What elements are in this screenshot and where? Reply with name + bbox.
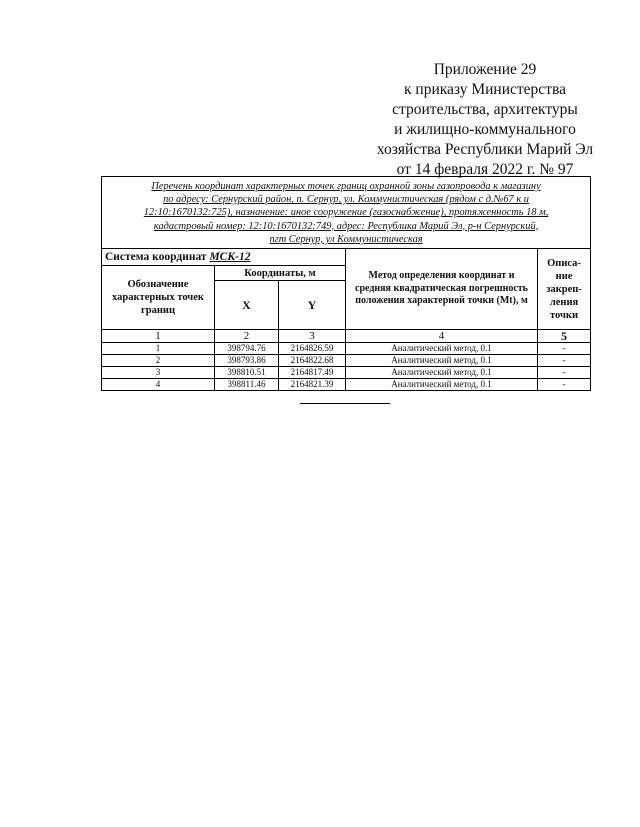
point-header: Обозначение характерных точек границ — [102, 266, 215, 330]
point-cell: 2 — [102, 355, 215, 367]
table-row — [102, 379, 591, 391]
method-header: Метод определения координат и средняя квадратическая погрешность положения характерной точки (Mt), м — [346, 249, 538, 330]
title-line: кадастровый номер: 12:10:1670132:749, адрес: Республика Марий Эл, р-н Сернурский, — [153, 220, 539, 232]
header-line: к приказу Министерства — [404, 81, 566, 98]
table-title — [102, 177, 591, 249]
x-cell: 398794.76 — [215, 343, 279, 355]
coordinates-table — [101, 176, 591, 391]
x-cell: 398810.51 — [215, 367, 279, 379]
x-header: X — [215, 281, 279, 330]
y-cell: 2164821.39 — [279, 379, 346, 391]
y-cell: 2164817.49 — [279, 367, 346, 379]
y-cell: 2164826.59 — [279, 343, 346, 355]
title-line: пгт Сернур, ул Коммунистическая — [269, 233, 423, 245]
table-title-row — [102, 177, 591, 249]
column-number: 4 — [346, 330, 538, 343]
description-cell: - — [538, 379, 591, 391]
coordinate-system-row — [102, 249, 591, 266]
x-cell: 398793.86 — [215, 355, 279, 367]
method-cell: Аналитический метод, 0.1 — [346, 367, 538, 379]
column-number: 3 — [279, 330, 346, 343]
point-cell: 4 — [102, 379, 215, 391]
coordinate-system-label: Система координат — [105, 251, 210, 264]
header-line: и жилищно-коммунального — [394, 121, 576, 138]
coordinates-header: Координаты, м — [215, 266, 346, 281]
method-cell: Аналитический метод, 0.1 — [346, 379, 538, 391]
coordinate-system-value: МСК-12 — [209, 251, 251, 264]
method-cell: Аналитический метод, 0.1 — [346, 343, 538, 355]
x-cell: 398811.46 — [215, 379, 279, 391]
title-line: Перечень координат характерных точек границ охранной зоны газопровода к магазину — [151, 181, 541, 192]
column-number: 1 — [102, 330, 215, 343]
description-cell: - — [538, 343, 591, 355]
header-line: от 14 февраля 2022 г. № 97 — [396, 161, 574, 178]
title-line: 12:10:1670132:725), назначение: иное сооружение (газоснабжение), протяженность 18 м, — [143, 207, 549, 219]
method-cell: Аналитический метод, 0.1 — [346, 355, 538, 367]
table-row — [102, 343, 591, 355]
column-number: 2 — [215, 330, 279, 343]
table-row — [102, 355, 591, 367]
coordinate-system — [102, 249, 346, 266]
point-cell: 3 — [102, 367, 215, 379]
column-number: 5 — [538, 330, 591, 343]
appendix-header — [370, 60, 600, 180]
header-line: строительства, архитектуры — [392, 101, 578, 118]
description-cell: - — [538, 355, 591, 367]
title-line: по адресу: Сернурский район, п. Сернур, ул. Коммунистическая (рядом с д.№67 к и — [163, 194, 529, 206]
description-cell: - — [538, 367, 591, 379]
column-numbers-row — [102, 330, 591, 343]
header-line: Приложение 29 — [433, 61, 537, 78]
point-cell: 1 — [102, 343, 215, 355]
header-line: хозяйства Республики Марий Эл — [376, 141, 594, 158]
y-cell: 2164822.68 — [279, 355, 346, 367]
table-row — [102, 367, 591, 379]
y-header: Y — [279, 281, 346, 330]
description-header: Описа-ние закреп-ления точки — [538, 249, 591, 330]
separator-line — [300, 403, 390, 404]
